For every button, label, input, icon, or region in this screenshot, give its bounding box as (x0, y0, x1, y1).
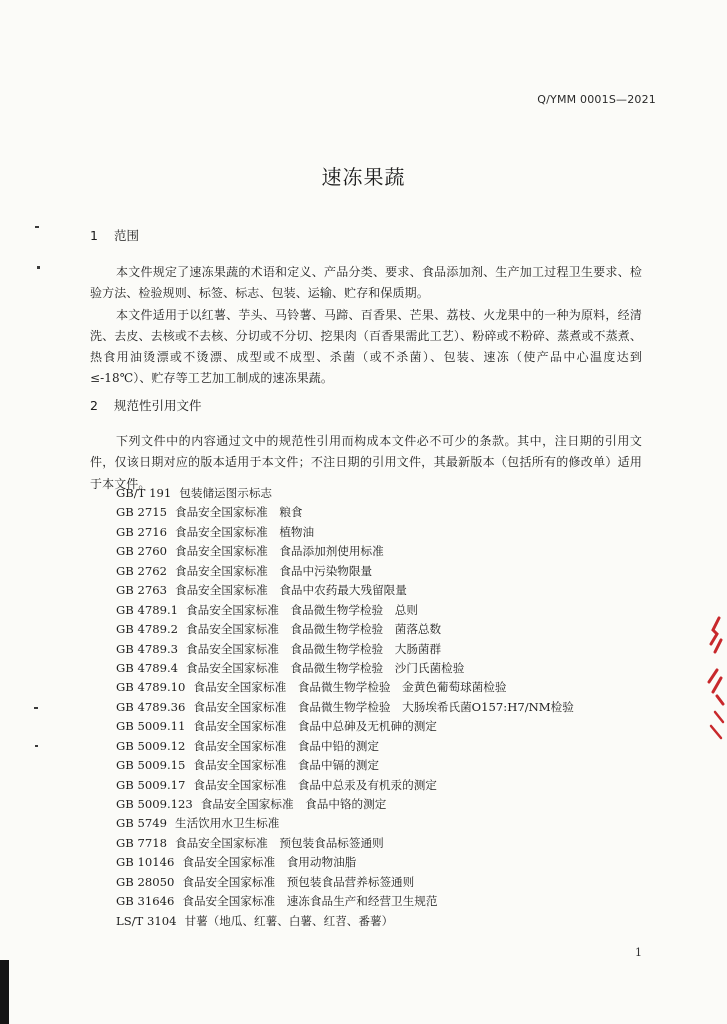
reference-item (116, 542, 574, 561)
reference-item (116, 814, 574, 833)
reference-item (116, 523, 574, 542)
seal-stamp-fragment (703, 600, 727, 745)
section-1-heading (90, 226, 139, 244)
reference-item (116, 756, 574, 775)
reference-title: 包装储运图示标志 (179, 486, 273, 500)
normative-references-list (116, 484, 574, 931)
reference-code: GB 2763 (116, 583, 167, 598)
document-title: 速冻果蔬 (321, 165, 406, 189)
reference-item (116, 503, 574, 522)
reference-title: 食品安全国家标准 食品添加剂使用标准 (174, 544, 384, 559)
section-2-number: 2 (90, 398, 98, 413)
reference-code: LS/T 3104 (116, 913, 177, 928)
reference-code: GB 2716 (116, 524, 167, 539)
reference-code: GB 31646 (116, 894, 175, 909)
reference-item (116, 737, 574, 756)
reference-title: 食品安全国家标准 食品微生物学检验 大肠菌群 (186, 641, 442, 656)
section-1-paragraph-1: 本文件规定了速冻果蔬的术语和定义、产品分类、要求、食品添加剂、生产加工过程卫生要求、检验方法、检验规则、标签、标志、包装、运输、贮存和保质期。 (90, 265, 642, 301)
reference-title: 食品安全国家标准 食品中铬的测定 (200, 797, 387, 811)
reference-item (116, 853, 574, 872)
reference-title: 食品安全国家标准 食品中铅的测定 (193, 738, 379, 753)
reference-title: 食品安全国家标准 食品微生物学检验 大肠埃希氏菌O157:H7/NM检验 (193, 699, 574, 714)
reference-code: GB 28050 (116, 874, 175, 889)
reference-item (116, 912, 574, 931)
section-2-paragraph-1: 下列文件中的内容通过文中的规范性引用而构成本文件必不可少的条款。其中，注日期的引用文件，仅该日期对应的版本适用于本文件；不注日期的引用文件，其最新版本（包括所有的修改单）适用于本文件。 (90, 434, 642, 491)
reference-item (116, 698, 574, 717)
section-1-title: 范围 (113, 228, 139, 243)
reference-code: GB 5009.11 (116, 719, 186, 734)
reference-item (116, 659, 574, 678)
reference-item (116, 601, 574, 620)
reference-item (116, 795, 574, 814)
scan-speck (35, 226, 39, 228)
reference-code: GB 4789.1 (116, 602, 179, 617)
section-2-heading (90, 396, 202, 414)
reference-code: GB 2762 (116, 563, 167, 578)
reference-item (116, 873, 574, 892)
scan-speck (34, 707, 38, 709)
reference-item (116, 717, 574, 736)
reference-item (116, 640, 574, 659)
reference-title: 食品安全国家标准 食品中镉的测定 (193, 758, 379, 773)
reference-title: 食品安全国家标准 食品中农药最大残留限量 (174, 583, 407, 598)
reference-title: 食品安全国家标准 预包装食品标签通则 (174, 835, 384, 850)
reference-title: 生活饮用水卫生标准 (174, 816, 280, 831)
reference-title: 食品安全国家标准 食品微生物学检验 金黄色葡萄球菌检验 (193, 680, 507, 695)
reference-code: GB 4789.4 (116, 660, 179, 675)
reference-item (116, 484, 574, 503)
section-1-paragraph-2: 本文件适用于以红薯、芋头、马铃薯、马蹄、百香果、芒果、荔枝、火龙果中的一种为原料，经清洗、去皮、去核或不去核、分切或不分切、挖果肉（百香果需此工艺）、粉碎或不粉碎、蒸煮或不蒸煮、热食用油烫漂或不烫漂、成型或不成型、杀菌（或不杀菌）、包装、速冻（使产品中心温度达到≤-18℃）、贮存等工艺加工制成的速冻果蔬。 (90, 307, 642, 386)
reference-code: GB 2715 (116, 505, 167, 520)
reference-item (116, 892, 574, 911)
reference-code: GB 4789.2 (116, 622, 179, 637)
reference-code: GB 10146 (116, 855, 175, 870)
scan-speck (35, 745, 38, 747)
standard-code: Q/YMM 0001S—2021 (537, 93, 656, 106)
reference-code: GB 5009.17 (116, 777, 186, 792)
reference-title: 食品安全国家标准 食品微生物学检验 菌落总数 (186, 622, 442, 637)
scan-edge-shadow (0, 960, 9, 1024)
reference-code: GB 4789.36 (116, 699, 186, 714)
reference-item (116, 834, 574, 853)
reference-title: 食品安全国家标准 食品中总汞及有机汞的测定 (193, 777, 437, 792)
reference-title: 食品安全国家标准 植物油 (174, 524, 315, 539)
scan-speck (37, 266, 40, 269)
reference-code: GB 4789.3 (116, 641, 179, 656)
reference-code: GB/T 191 (116, 486, 172, 500)
reference-item (116, 562, 574, 581)
reference-title: 食品安全国家标准 食品微生物学检验 沙门氏菌检验 (186, 660, 465, 675)
reference-code: GB 5749 (116, 816, 167, 831)
reference-code: GB 7718 (116, 835, 167, 850)
reference-code: GB 2760 (116, 544, 167, 559)
section-2-title: 规范性引用文件 (113, 398, 202, 413)
reference-title: 食品安全国家标准 速冻食品生产和经营卫生规范 (182, 894, 438, 909)
reference-item (116, 620, 574, 639)
reference-title: 食品安全国家标准 预包装食品营养标签通则 (182, 874, 415, 889)
reference-title: 甘薯（地瓜、红薯、白薯、红苕、番薯） (184, 913, 394, 928)
section-1-number: 1 (90, 228, 98, 243)
reference-item (116, 776, 574, 795)
reference-item (116, 678, 574, 697)
page-number: 1 (635, 946, 642, 959)
reference-code: GB 4789.10 (116, 680, 186, 695)
reference-title: 食品安全国家标准 食品中总砷及无机砷的测定 (193, 719, 437, 734)
reference-item (116, 581, 574, 600)
reference-code: GB 5009.123 (116, 797, 193, 811)
reference-title: 食品安全国家标准 食品中污染物限量 (174, 563, 373, 578)
reference-title: 食品安全国家标准 食用动物油脂 (182, 855, 357, 870)
reference-title: 食品安全国家标准 食品微生物学检验 总则 (186, 602, 418, 617)
reference-title: 食品安全国家标准 粮食 (174, 505, 303, 520)
reference-code: GB 5009.12 (116, 738, 186, 753)
reference-code: GB 5009.15 (116, 758, 186, 773)
